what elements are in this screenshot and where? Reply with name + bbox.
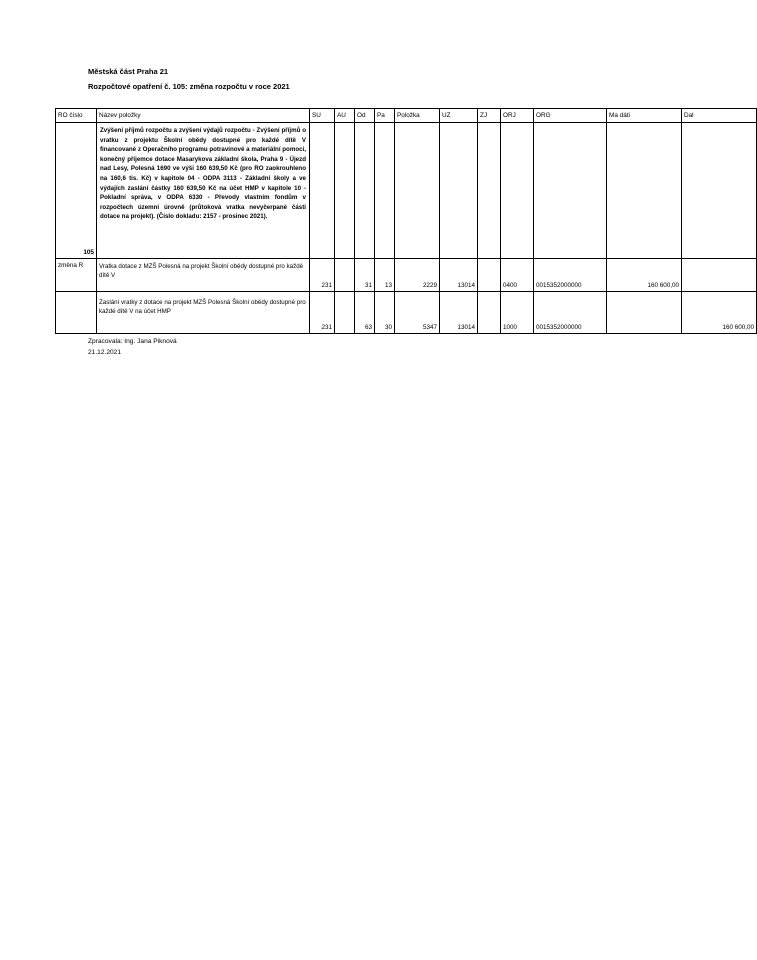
cell-zj <box>478 292 501 334</box>
column-header-ma-dati: Ma dáti <box>607 109 682 123</box>
budget-table <box>55 108 757 334</box>
document-title: Rozpočtové opatření č. 105: změna rozpočtu v roce 2021 <box>88 82 290 91</box>
cell-od: 63 <box>355 292 375 334</box>
cell-zj <box>478 259 501 292</box>
cell-dal <box>682 259 757 292</box>
cell-au <box>335 123 355 259</box>
cell-polozka <box>395 123 440 259</box>
cell-orj: 0400 <box>501 259 534 292</box>
cell-od: 31 <box>355 259 375 292</box>
cell-org: 0015352000000 <box>534 259 607 292</box>
cell-uz <box>440 123 478 259</box>
cell-orj: 1000 <box>501 292 534 334</box>
cell-dal: 160 600,00 <box>682 292 757 334</box>
table-row <box>56 259 757 292</box>
table-row <box>56 123 757 259</box>
organization-name: Městská část Praha 21 <box>88 67 169 76</box>
column-header-pa: Pa <box>375 109 395 123</box>
column-header-org: ORG <box>534 109 607 123</box>
cell-nazev-polozky: Zvýšení příjmů rozpočtu a zvýšení výdajů rozpočtu - Zvýšení příjmů o vratku z projektu Školní obědy dostupné pro každé dítě V financované z Operačního programu potravinové a materiální pomoci, konečný příjemce dotace Masarykova základní škola, Praha 9 - Újezd nad Lesy, Polesná 1690 ve výši 160 639,50 Kč (pro RO zaokrouhleno na 160,6 tis. Kč) v kapitole 04 - ODPA 3113 - Základní školy a ve výdajích zaslání částky 160 639,50 Kč na účet HMP v kapitole 10 - Pokladní správa, v ODPA 6330 - Převody vlastním fondům v rozpočtech územní úrovně (průtoková vratka nevyčerpané části dotace na projekt). (Číslo dokladu: 2157 - prosinec 2021). <box>97 123 310 259</box>
cell-au <box>335 259 355 292</box>
cell-polozka: 5347 <box>395 292 440 334</box>
document-header <box>88 64 290 94</box>
column-header-orj: ORJ <box>501 109 534 123</box>
cell-uz: 13014 <box>440 259 478 292</box>
cell-su: 231 <box>310 259 335 292</box>
cell-ma-dati <box>607 123 682 259</box>
cell-uz: 13014 <box>440 292 478 334</box>
cell-su: 231 <box>310 292 335 334</box>
document-footer <box>88 336 177 358</box>
column-header-ro-cislo: RO číslo <box>56 109 97 123</box>
cell-org <box>534 123 607 259</box>
cell-ma-dati: 160 600,00 <box>607 259 682 292</box>
cell-su <box>310 123 335 259</box>
prepared-by: Zpracovala: Ing. Jana Piknová <box>88 338 177 345</box>
cell-orj <box>501 123 534 259</box>
table-row <box>56 292 757 334</box>
cell-org: 0015352000000 <box>534 292 607 334</box>
column-header-polozka: Položka <box>395 109 440 123</box>
cell-nazev-polozky: Vratka dotace z MZŠ Polesná na projekt Školní obědy dostupné pro každé dítě V <box>97 259 310 292</box>
column-header-su: SU <box>310 109 335 123</box>
cell-od <box>355 123 375 259</box>
document-date: 21.12.2021 <box>88 349 122 356</box>
table-header-row <box>56 109 757 123</box>
cell-au <box>335 292 355 334</box>
column-header-uz: UZ <box>440 109 478 123</box>
column-header-zj: ZJ <box>478 109 501 123</box>
column-header-od: Od <box>355 109 375 123</box>
cell-ma-dati <box>607 292 682 334</box>
column-header-au: AU <box>335 109 355 123</box>
cell-zj <box>478 123 501 259</box>
cell-pa <box>375 123 395 259</box>
cell-polozka: 2229 <box>395 259 440 292</box>
cell-ro-cislo: změna R <box>56 259 97 292</box>
cell-ro-cislo: 105 <box>56 123 97 259</box>
cell-nazev-polozky: Zaslání vratky z dotace na projekt MZŠ Polesná Školní obědy dostupné pro každé dítě V na účet HMP <box>97 292 310 334</box>
column-header-nazev-polozky: Název položky <box>97 109 310 123</box>
column-header-dal: Dal <box>682 109 757 123</box>
cell-ro-cislo <box>56 292 97 334</box>
cell-pa: 13 <box>375 259 395 292</box>
cell-dal <box>682 123 757 259</box>
cell-pa: 30 <box>375 292 395 334</box>
